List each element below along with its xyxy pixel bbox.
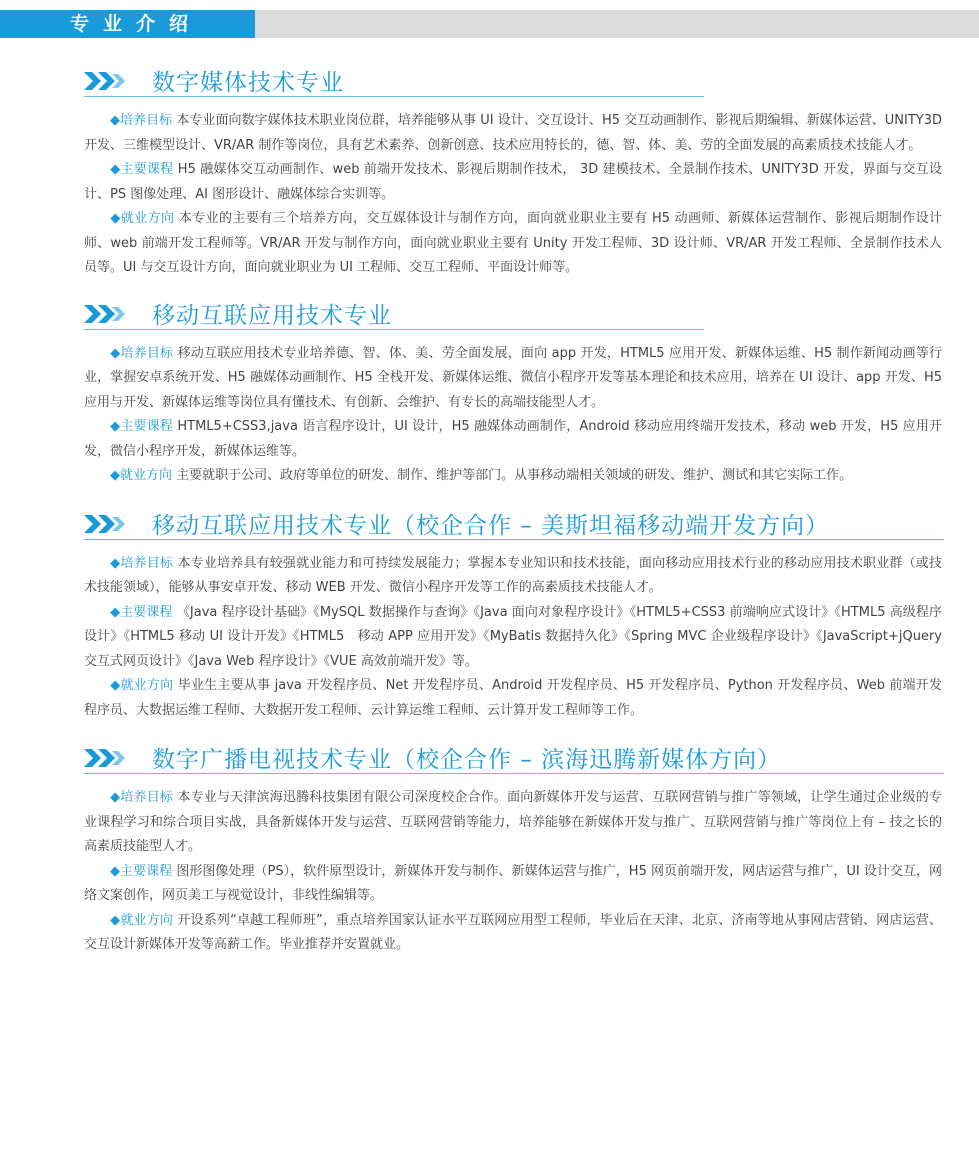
paragraph-text: 移动互联应用技术专业培养德、智、体、美、劳全面发展，面向 app 开发，HTML5 应用开发、新媒体运维、H5 制作新闻动画等行业，掌握安卓系统开发、H5 融媒体动画制作、H5 全栈开发、新媒体运维、微信小程序开发等基本理论和技术应用，培养在 UI 设计、app 开发、H5 应用与开发、新媒体运维等岗位具有懂技术、有创新、会维护、有专长的高端技能型人才。 bbox=[84, 345, 942, 410]
section-title: 数字广播电视技术专业（校企合作 – 滨海迅腾新媒体方向） bbox=[152, 747, 782, 773]
paragraph-courses bbox=[84, 158, 942, 207]
paragraph-text: 《Java 程序设计基础》《MySQL 数据操作与查询》《Java 面向对象程序设计》《HTML5+CSS3 前端响应式设计》《HTML5 高级程序设计》《HTML5 移动 UI 设计开发》《HTML5 移动 APP 应用开发》《MyBatis 数据持久化》《Spring MVC 企业级程序设计》《JavaScript+jQuery 交互式网页设计》《Java Web 程序设计》《VUE 高效前端开发》等。 bbox=[84, 604, 942, 669]
paragraph-careers bbox=[84, 674, 942, 723]
paragraph-text: 主要就职于公司、政府等单位的研发、制作、维护等部门。从事移动端相关领域的研发、维护、测试和其它实际工作。 bbox=[176, 468, 853, 483]
section-heading bbox=[84, 505, 944, 540]
tag-courses: ◆主要课程 bbox=[110, 863, 173, 879]
paragraph-text: 本专业培养具有较强就业能力和可持续发展能力；掌握本专业知识和技术技能，面向移动应用技术行业的移动应用技术职业群（或技术技能领域），能够从事安卓开发、移动 WEB 开发、微信小程序开发等工作的高素质技术技能人才。 bbox=[84, 555, 942, 595]
paragraph-text: 毕业生主要从事 java 开发程序员、Net 开发程序员、Android 开发程序员、H5 开发程序员、Python 开发程序员、Web 前端开发程序员、大数据运维工程师、大数据开发工程师、云计算运维工程师、云计算开发工程师等工作。 bbox=[84, 678, 942, 718]
paragraph-text: 本专业面向数字媒体技术职业岗位群，培养能够从事 UI 设计、交互设计、H5 交互动画制作、影视后期编辑、新媒体运营、UNITY3D 开发、三维模型设计、VR/AR 制作等岗位，具有艺术素养、创新创意、技术应用特长的，德、智、体、美、劳的全面发展的高素质技术技能人才。 bbox=[84, 113, 943, 153]
paragraph-courses bbox=[84, 415, 942, 464]
tag-goal: ◆培养目标 bbox=[110, 345, 174, 361]
section-heading bbox=[84, 295, 704, 330]
section-title: 移动互联应用技术专业（校企合作 – 美斯坦福移动端开发方向） bbox=[152, 512, 830, 539]
paragraph-courses bbox=[84, 601, 942, 675]
paragraph-goal bbox=[84, 552, 942, 601]
tag-goal: ◆培养目标 bbox=[110, 555, 174, 571]
tag-careers: ◆就业方向 bbox=[110, 678, 174, 693]
chevron-arrows-icon bbox=[84, 749, 136, 767]
chevron-arrows-icon bbox=[84, 515, 136, 533]
content bbox=[84, 62, 942, 958]
section-header-label: 专业介绍 bbox=[0, 10, 255, 38]
paragraph-text: 图形图像处理（PS），软件原型设计，新媒体开发与制作、新媒体运营与推广，H5 网页前端开发，网店运营与推广，UI 设计交互，网络文案创作，网页美工与视觉设计，非线性编辑等。 bbox=[84, 863, 942, 903]
section-title: 移动互联应用技术专业 bbox=[152, 302, 392, 329]
tag-courses: ◆主要课程 bbox=[110, 604, 173, 620]
paragraph-text: HTML5+CSS3,java 语言程序设计，UI 设计，H5 融媒体动画制作，Android 移动应用终端开发技术，移动 web 开发，H5 应用开发，微信小程序开发，新媒体运维等。 bbox=[84, 419, 942, 459]
paragraph-careers bbox=[84, 207, 942, 281]
paragraph-text: H5 融媒体交互动画制作、web 前端开发技术、影视后期制作技术， 3D 建模技术、全景制作技术、UNITY3D 开发，界面与交互设计、PS 图像处理、AI 图形设计、融媒体综合实训等。 bbox=[84, 162, 942, 202]
paragraph-careers bbox=[84, 464, 942, 489]
major-section-mobile-internet bbox=[84, 295, 942, 489]
chevron-arrows-icon bbox=[84, 305, 136, 323]
tag-goal: ◆培养目标 bbox=[110, 113, 173, 128]
section-heading bbox=[84, 62, 704, 97]
paragraph-careers bbox=[84, 909, 942, 958]
paragraph-text: 本专业的主要有三个培养方向，交互媒体设计与制作方向，面向就业职业主要有 H5 动画师、新媒体运营制作、影视后期制作设计师、web 前端开发工程师等。VR/AR 开发与制作方向，面向就业职业主要有 Unity 开发工程师、3D 设计师、VR/AR 开发工程师、全景制作技术人员等。UI 与交互设计方向，面向就业职业为 UI 工程师、交互工程师、平面设计师等。 bbox=[84, 211, 943, 275]
tag-careers: ◆就业方向 bbox=[110, 211, 175, 226]
paragraph-courses bbox=[84, 860, 942, 909]
chevron-arrows-icon bbox=[84, 72, 136, 90]
section-title: 数字媒体技术专业 bbox=[152, 70, 344, 96]
paragraph-goal bbox=[84, 109, 942, 158]
tag-careers: ◆就业方向 bbox=[110, 912, 174, 928]
tag-goal: ◆培养目标 bbox=[110, 790, 174, 805]
paragraph-text: 本专业与天津滨海迅腾科技集团有限公司深度校企合作。面向新媒体开发与运营、互联网营销与推广等领域，让学生通过企业级的专业课程学习和综合项目实战，具备新媒体开发与运营、互联网营销等能力，培养能够在新媒体开发与推广、互联网营销与推广等岗位上有 – 技之长的高素质技能型人才。 bbox=[84, 790, 942, 854]
major-section-mobile-stanford bbox=[84, 505, 942, 724]
tag-courses: ◆主要课程 bbox=[110, 162, 174, 177]
section-heading bbox=[84, 739, 944, 774]
major-section-digital-media bbox=[84, 62, 942, 281]
major-section-digital-broadcast bbox=[84, 739, 942, 958]
paragraph-goal bbox=[84, 342, 942, 416]
paragraph-text: 开设系列“卓越工程师班”，重点培养国家认证水平互联网应用型工程师，毕业后在天津、北京、济南等地从事网店营销、网店运营、交互设计新媒体开发等高薪工作。毕业推荐并安置就业。 bbox=[84, 912, 942, 952]
paragraph-goal bbox=[84, 786, 942, 860]
tag-courses: ◆主要课程 bbox=[110, 419, 174, 434]
tag-careers: ◆就业方向 bbox=[110, 468, 172, 483]
